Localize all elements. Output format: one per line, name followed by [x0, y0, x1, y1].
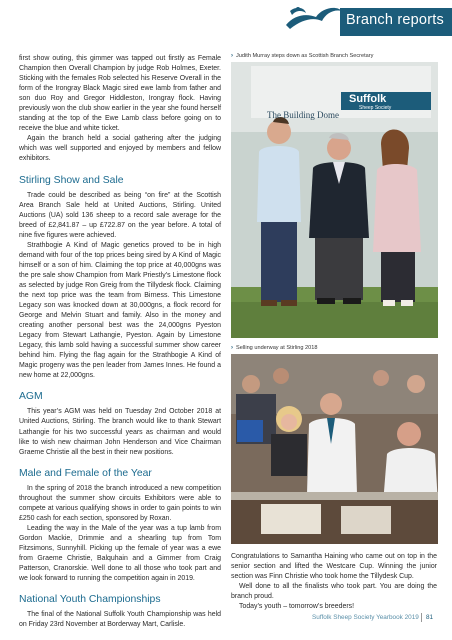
agm-heading: AGM: [19, 391, 43, 403]
caption-arrow-icon: ›: [231, 345, 233, 351]
sale-paragraph-2: Strathbogie A Kind of Magic genetics proved to be in high demand with four of the top prices being sired by A Kind of Magic himself or a son of him. Claiming the top price at 40,000gns was the pre sale show Champion from Mark Priestly’s Limestone flock as selected by judge Ron Greig from the Tillydesk flock. Claiming the next top price was the team from Birness. This Limestone Legacy son was knocked down at 30,000gns, a flock record for George and Melvin Stuart and family. Also in the money and creating another personal best was the 24,000gns Pyeston Legacy from Stewart Lathangie, Pyeston. Again by Limestone Legacy, this lamb sold having a successful summer show career behind him. Flying the flag again for the Strathbogie A Kind of Magic progeny was the pen leader from James Innes. He found a new home at 22,000gns.: [19, 241, 221, 380]
banner-brand: Suffolk: [349, 93, 387, 105]
intro-paragraph-2: Again the branch held a social gathering after the judging which was well supported and enjoyed by members and fellow exhibitors.: [19, 135, 221, 163]
right-paragraph-2: Well done to all the finalists who took part. You are doing the branch proud.: [231, 583, 437, 601]
suffolk-ram-logo-icon: [284, 3, 344, 41]
right-column: [231, 552, 437, 612]
agm-paragraph: This year’s AGM was held on Tuesday 2nd October 2018 at United Auctions, Stirling. The branch would like to thank Stewart Lathangie for his two successful years as chairman and would like to wish new chairman John Henderson and Vice Chairman Graeme Christie all the best in their new positions.: [19, 408, 221, 456]
auction-photo: [231, 354, 438, 544]
group-photo: [231, 62, 438, 338]
banner-line: The Building Dome: [267, 110, 339, 120]
bottom-photo-caption: › Selling underway at Stirling 2018: [231, 345, 318, 351]
intro-paragraph: first show outing, this gimmer was tapped out firstly as Female Champion then Overall Champion by judge Rob Holmes, Exeter. Sticking with the females Rob selected his Reserve Overall in the form of the Irongray Black Magic sired ewe lamb from father and son duo Roy and Gregor Hiddleston, Irongray flock. Having previously won the club show earlier in the year she found herself standing at the top of the Ewe Lamb class before going on to receive the blue and white ticket.: [19, 55, 221, 133]
banner-subtitle: Sheep Society: [359, 105, 392, 111]
sale-paragraph-1: Trade could be described as being “on fire” at the Scottish Area Branch Sale held at United Auctions, Stirling. United Auctions (UA) sold 136 sheep to a record sale average for the breed of £2,841.87 – up £722.87 on the year before. A total of nine five figures were achieved.: [19, 191, 221, 239]
top-photo-caption: › Judith Murray steps down as Scottish Branch Secretary: [231, 53, 374, 59]
section-title: Branch reports: [346, 12, 444, 28]
caption-arrow-icon: ›: [231, 53, 233, 59]
left-column: [19, 54, 221, 630]
footer-publication: Suffolk Sheep Society Yearbook 2019: [312, 614, 419, 621]
male-female-heading: Male and Female of the Year: [19, 467, 152, 479]
male-female-paragraph-1: In the spring of 2018 the branch introduced a new competition throughout the summer show circuits Exhibitors were able to compete at various qualifying shows in order to gain points to win £250 cash for each section, sponsored by Roxan.: [19, 484, 221, 522]
right-paragraph-3: Today’s youth – tomorrow’s breeders!: [239, 603, 355, 611]
sale-heading: Stirling Show and Sale: [19, 174, 124, 186]
page-number: 81: [426, 614, 434, 621]
footer-divider: [421, 613, 422, 622]
male-female-paragraph-2: Leading the way in the Male of the year was a tup lamb from Gordon Mackie, Drimmie and a shearling tup from Tom Fitzsimons, Sunnyhill. Picking up the female of year was a ewe from Graeme Christie, Balquhain and a Gimmer from Craig Patterson, Cranorskie. Well done to all those who took part and we look forward to running the competition again in 2019.: [19, 524, 221, 583]
youth-heading: National Youth Championships: [19, 594, 161, 606]
youth-paragraph: The final of the National Suffolk Youth Championship was held on Friday 23rd November at Borderway Mart, Carlisle.: [19, 611, 221, 629]
right-paragraph-1: Congratulations to Samantha Haining who came out on top in the senior section and lifted the Westcare Cup. Winning the junior section was Finn Christie who took home the Tillydesk Cup.: [231, 553, 437, 581]
